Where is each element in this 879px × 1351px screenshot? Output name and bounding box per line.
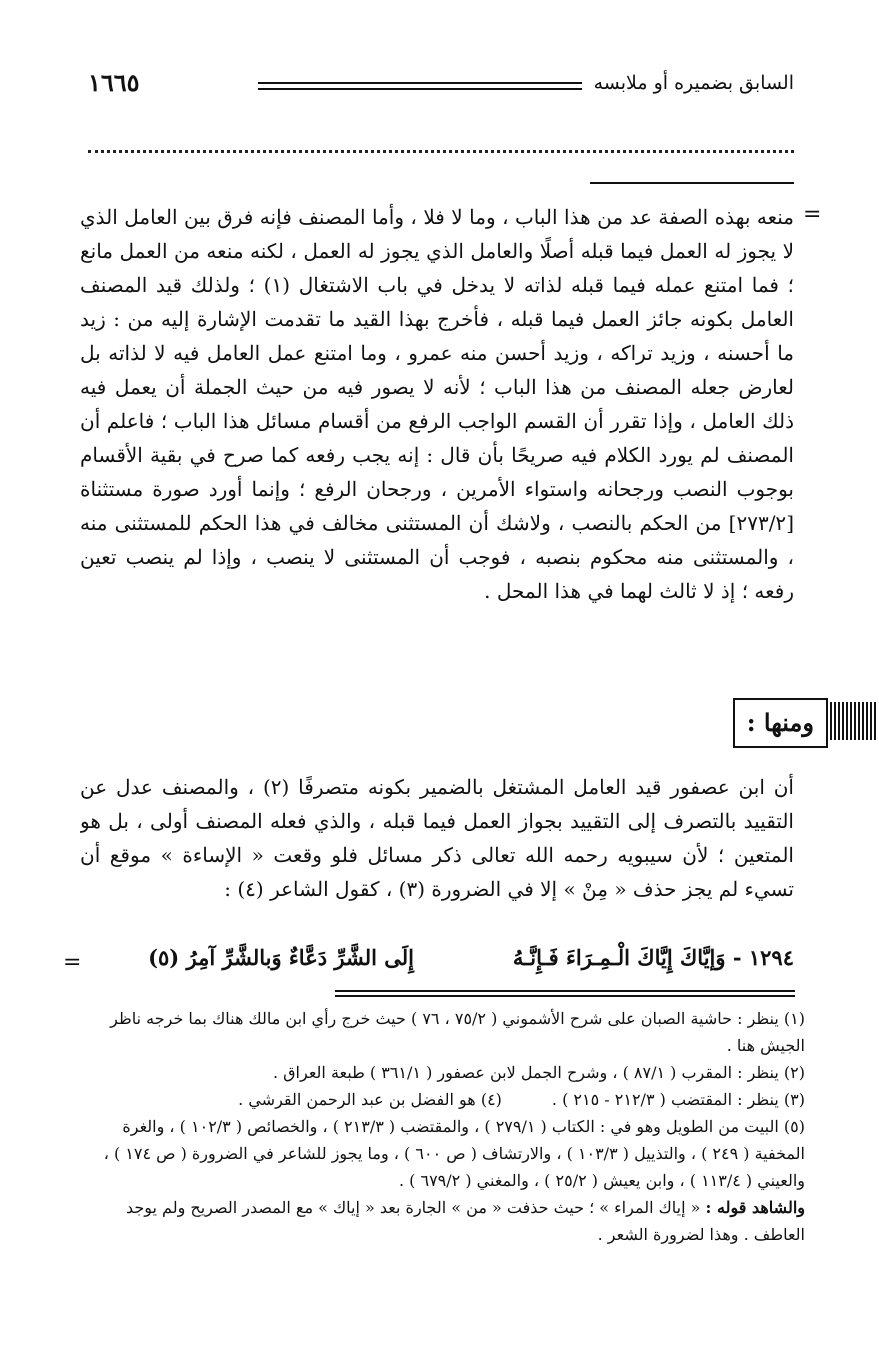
witness-label: والشاهد قوله : <box>705 1198 805 1217</box>
footnote-row-3-4 <box>70 1086 805 1113</box>
dotted-separator <box>88 150 794 153</box>
footnote-3: (٣) ينظر : المقتضب ( ٢١٢/٣ - ٢١٥ ) . <box>551 1090 805 1109</box>
header-rule-double <box>258 88 582 90</box>
continuation-mark: = <box>803 202 822 227</box>
footnotes <box>70 1005 805 1248</box>
page-number: ١٦٦٥ <box>88 68 140 97</box>
footnote-2: (٢) ينظر : المقرب ( ٨٧/١ ) ، وشرح الجمل لابن عصفور ( ٣٦١/١ ) طبعة العراق . <box>272 1063 805 1082</box>
paragraph-1: منعه بهذه الصفة عد من هذا الباب ، وما لا فلا ، وأما المصنف فإنه فرق بين العامل الذي لا يجوز له العمل فيما قبله أصلًا والعامل الذي يجوز له العمل ، لكنه منعه من العمل مانع ؛ فما امتنع عمله فيما قبله لذاته لا يدخل في باب الاشتغال (١) ؛ ولذلك قيد المصنف العامل بكونه جائز العمل فيما قبله ، فأخرج بهذا القيد ما تقدمت الإشارة إليه من : زيد ما أحسنه ، وزيد تراكه ، وزيد أحسن منه عمرو ، وما امتنع عمل العامل فيه لا لذاته بل لعارض جعله المصنف من هذا الباب ؛ لأنه لا يصور فيه من حيث الجملة أن يعمل فيه ذلك العامل ، وإذا تقرر أن القسم الواجب الرفع من أقسام مسائل هذا الباب ؛ فاعلم أن المصنف لم يورد الكلام فيه صريحًا بأن قال : إنه يجب رفعه كما صرح في بقية الأقسام بوجوب النصب ورجحانه واستواء الأمرين ، ورجحان الرفع ؛ وإنما أورد صورة مستثناة [٢٧٣/٢] من الحكم بالنصب ، ولاشك أن المستثنى مخالف في هذا الحكم للمستثنى منه ، والمستثنى منه محكوم بنصبه ، فوجب أن المستثنى لا ينصب ، وإذا لم ينصب تعين رفعه ؛ إذ لا ثالث لهما في هذا المحل . <box>80 205 794 603</box>
paragraph-2: أن ابن عصفور قيد العامل المشتغل بالضمير بكونه متصرفًا (٢) ، والمصنف عدل عن التقييد بالتصرف إلى التقييد بجواز العمل فيما قبله ، والذي فعله المصنف أولى ، بل هو المتعين ؛ لأن سيبويه رحمه الله تعالى ذكر مسائل فلو وقعت « الإساءة » موقع أن تسيء لم يجز حذف « مِنْ » إلا في الضرورة (٣) ، كقول الشاعر (٤) : <box>80 775 794 901</box>
footnote-rule-double <box>335 995 795 997</box>
header-title: السابق بضميره أو ملابسه <box>593 72 794 94</box>
verse-second-hemistich: إِلَى الشَّرِّ دَعَّاءٌ وَبالشَّرِّ آمِرُ (٥) <box>148 945 414 970</box>
witness-text: « إياك المراء » ؛ حيث حذفت « من » الجارة بعد « إياك » مع المصدر الصريح ولم يوجد العاطف . وهذا لضرورة الشعر . <box>125 1198 805 1244</box>
ornament-bars-icon <box>830 702 878 740</box>
verse-continuation-mark: = <box>63 950 82 975</box>
short-rule <box>590 182 794 184</box>
section-heading-label: ومنها : <box>733 698 828 748</box>
verse-first-hemistich: ١٢٩٤ - وَإيَّاكَ إِيَّاكَ الْـمِـرَاءَ فَـإِنَّـهُ <box>512 945 794 970</box>
footnote-witness <box>70 1194 805 1248</box>
section-heading <box>716 698 878 750</box>
running-header <box>88 70 794 100</box>
footnote-rule <box>335 990 795 992</box>
footnote-1: (١) ينظر : حاشية الصبان على شرح الأشموني ( ٧٥/٢ ، ٧٦ ) حيث خرج رأي ابن مالك هناك بما خرجه ناظر الجيش هنا . <box>110 1009 805 1055</box>
footnote-4: (٤) هو الفضل بن عبد الرحمن القرشي . <box>238 1090 502 1109</box>
header-rule <box>258 82 582 84</box>
footnote-5: (٥) البيت من الطويل وهو في : الكتاب ( ٢٧٩/١ ) ، والمقتضب ( ٢١٣/٣ ) ، والخصائص ( ١٠٢/٣ ) ، والغرة المخفية ( ٢٤٩ ) ، والتذييل ( ١٠٣/٣ ) ، والارتشاف ( ص ٦٠٠ ) ، وما يجوز للشاعر في الضرورة ( ص ١٧٤ ) ، والعيني ( ١١٣/٤ ) ، وابن يعيش ( ٢٥/٢ ) ، والمغني ( ٦٧٩/٢ ) . <box>103 1117 805 1190</box>
poetry-verse <box>80 945 794 981</box>
